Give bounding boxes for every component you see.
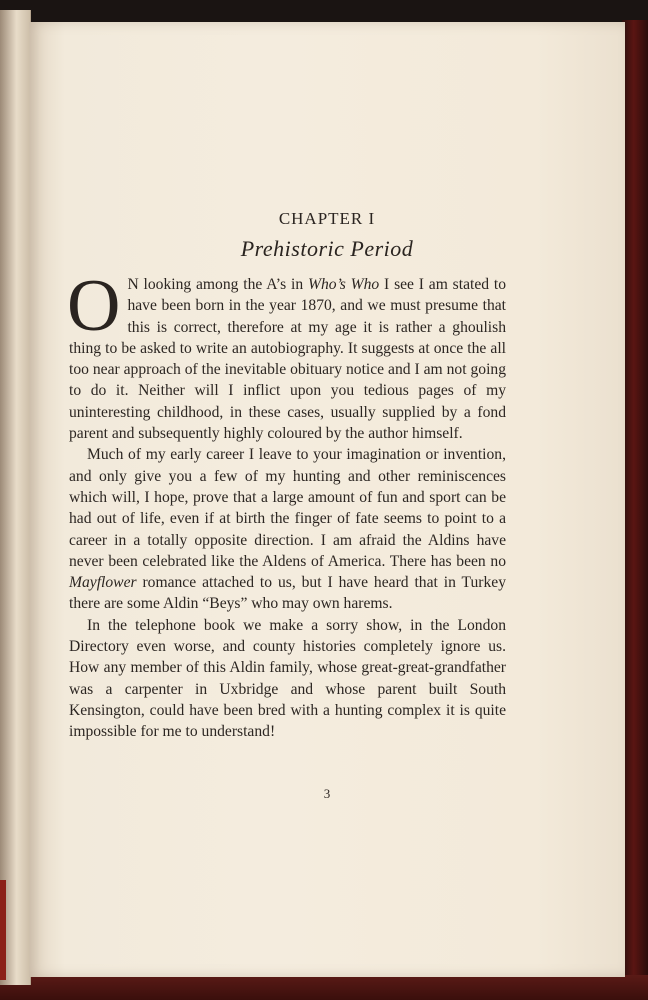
page-number: 3 (323, 786, 331, 801)
body-text (67, 265, 506, 743)
book-page (29, 22, 625, 977)
paragraph-2: Much of my early career I leave to your imagination or invention, and only give you a few of my hunting and other reminiscences which will, I hope, prove that a large amount of fun and sport can be had out of life, even if at birth the finger of fate seems to point to a career in a totally opposite direction. I am afraid the Aldins have never been celebrated like the Aldens of America. There has been no Mayflower romance attached to us, but I have heard that in Turkey there are some Aldin “Beys” who may own harems. (69, 446, 506, 613)
drop-cap: O (67, 265, 121, 347)
left-page-edge (0, 10, 31, 985)
book-cover-edge (622, 20, 648, 980)
paragraph-3: In the telephone book we make a sorry show, in the London Directory even worse, and county histories completely ignore us. How any member of this Aldin family, whose great-great-grandfather was a carpenter in Uxbridge and whose parent built South Kensington, could have been bred with a hunting complex it is quite impossible for me to understand! (69, 616, 506, 741)
paragraph-1: O N looking among the A’s in Who’s Who I see I am stated to have been born in the year 1870, and we must presume that this is correct, therefore at my age it is rather a ghoulish thing to be asked to write an autobiography. It suggests at once the all too near approach of the inevitable obituary notice and I am not going to do it. Neither will I inflict upon you tedious pages of my uninteresting childhood, in these cases, usually supplied by a fond parent and subsequently highly coloured by the author himself. (67, 265, 506, 443)
chapter-title: Prehistoric Period (240, 236, 414, 261)
background-top (0, 0, 648, 24)
chapter-heading: CHAPTER I (278, 209, 376, 228)
left-cover-edge (0, 880, 6, 980)
book-cover-bottom (0, 975, 648, 1000)
